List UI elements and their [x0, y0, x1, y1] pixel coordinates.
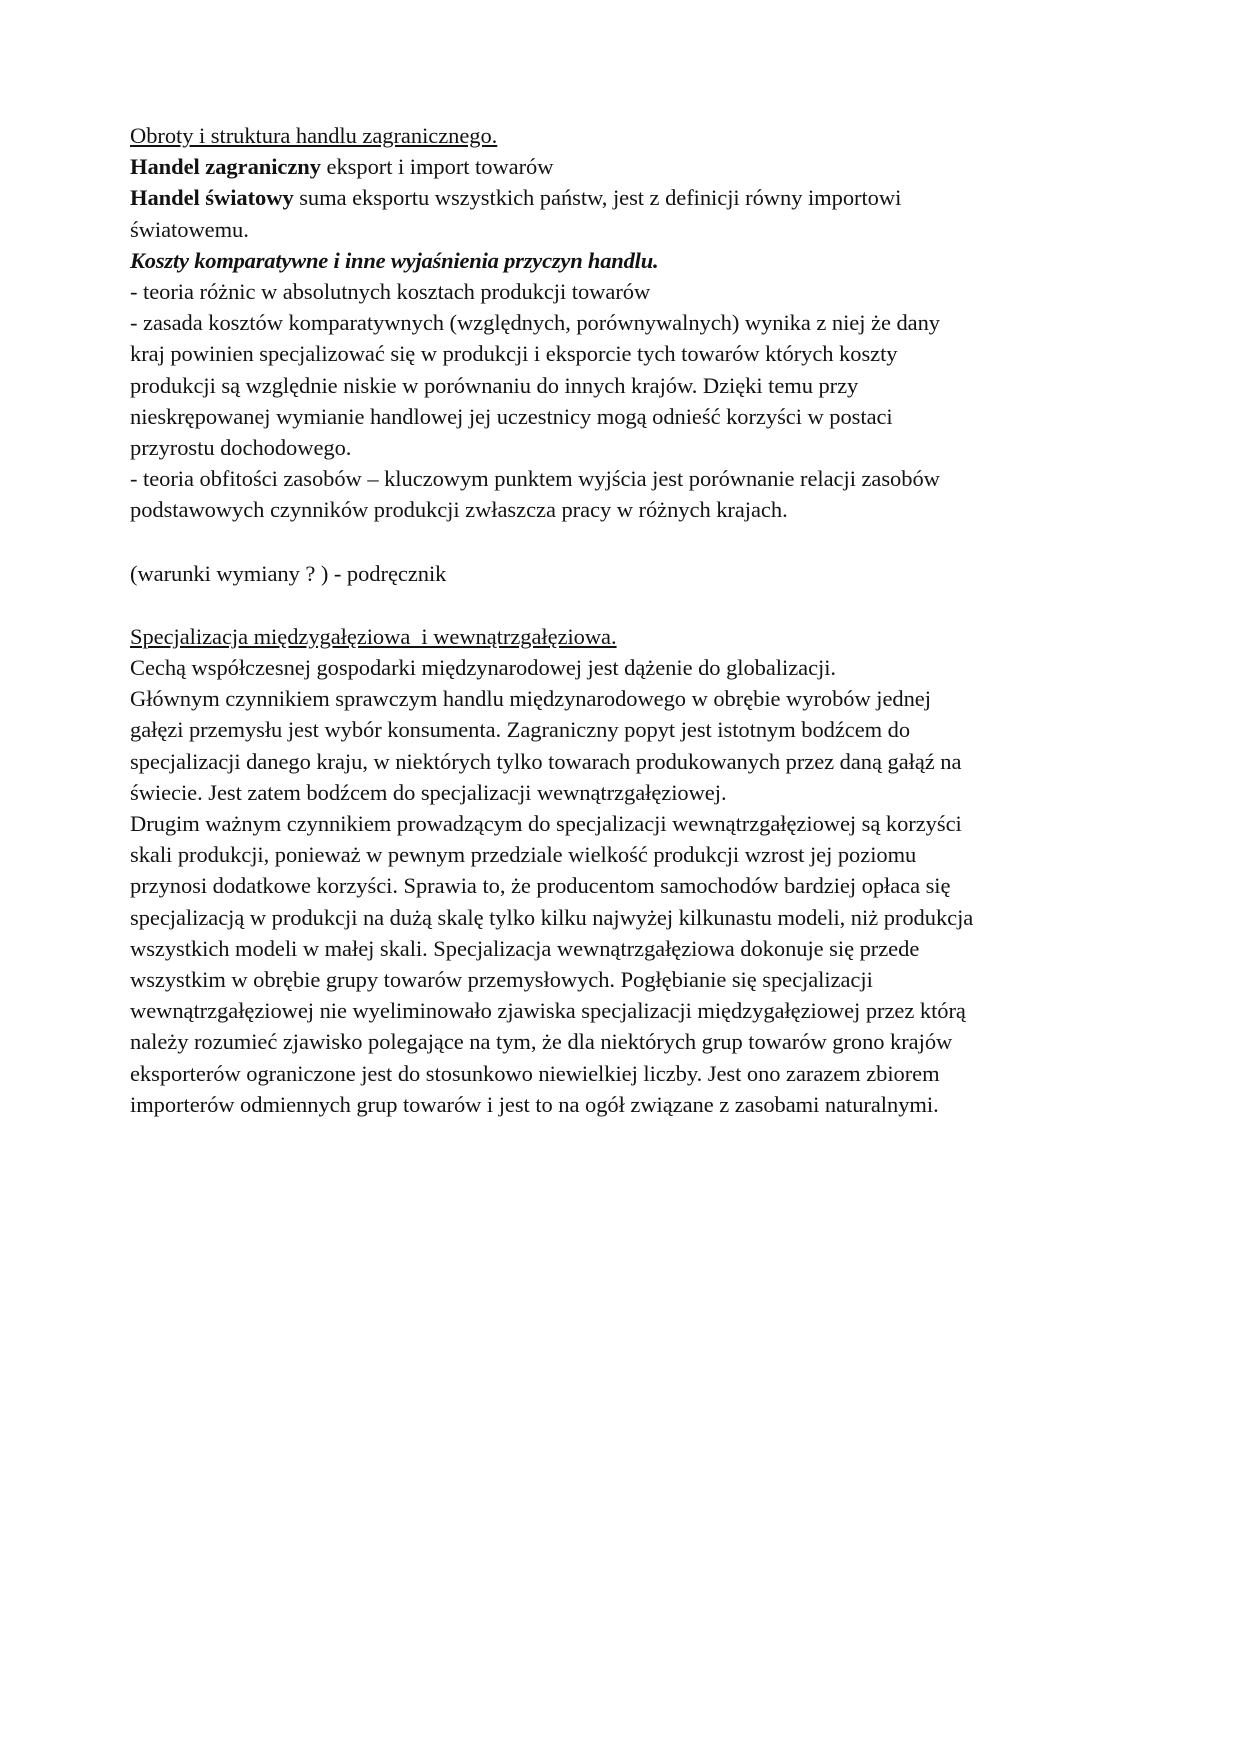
- definition-handel-swiatowy-continued: światowemu.: [130, 216, 249, 242]
- paragraph-line: skali produkcji, ponieważ w pewnym przedziale wielkość produkcji wzrost jej poziomu: [130, 842, 917, 868]
- term-handel-swiatowy-description: suma eksportu wszystkich państw, jest z definicji równy importowi: [293, 185, 902, 211]
- term-handel-swiatowy: Handel światowy: [130, 185, 294, 211]
- section2-heading: Specjalizacja międzygałęziowa i wewnątrzgałęziowa.: [130, 623, 617, 649]
- bullet-item-line: przyrostu dochodowego.: [130, 435, 352, 461]
- paragraph-line: wszystkich modeli w małej skali. Specjalizacja wewnątrzgałęziowa dokonuje się przede: [130, 935, 920, 961]
- paragraph-line: należy rozumieć zjawisko polegające na tym, że dla niektórych grup towarów grono krajów: [130, 1029, 953, 1055]
- paragraph-line: Cechą współczesnej gospodarki międzynarodowej jest dążenie do globalizacji.: [130, 655, 837, 681]
- paragraph-line: specjalizacji danego kraju, w niektórych tylko towarach produkowanych przez daną gałąź na: [130, 748, 962, 774]
- paragraph-line: gałęzi przemysłu jest wybór konsumenta. Zagraniczny popyt jest istotnym bodźcem do: [130, 717, 911, 743]
- paragraph-line: wszystkim w obrębie grupy towarów przemysłowych. Pogłębianie się specjalizacji: [130, 967, 873, 993]
- paragraph-line: Głównym czynnikiem sprawczym handlu międzynarodowego w obrębie wyrobów jednej: [130, 686, 931, 712]
- paragraph-line: specjalizacją w produkcji na dużą skalę tylko kilku najwyżej kilkunastu modeli, niż produkcja: [130, 904, 974, 930]
- section1-heading: Obroty i struktura handlu zagranicznego.: [130, 123, 498, 148]
- paragraph-line: wewnątrzgałęziowej nie wyeliminowało zjawiska specjalizacji międzygałęziowej przez którą: [130, 998, 966, 1024]
- document-body: [130, 120, 1090, 1120]
- paragraph-line: Drugim ważnym czynnikiem prowadzącym do specjalizacji wewnątrzgałęziowej są korzyści: [130, 811, 962, 837]
- definition-handel-swiatowy: [130, 182, 1090, 213]
- definition-handel-zagraniczny: [130, 151, 1090, 182]
- bullet-item-line: podstawowych czynników produkcji zwłaszcza pracy w różnych krajach.: [130, 497, 788, 523]
- bullet-item: - teoria różnic w absolutnych kosztach produkcji towarów: [130, 279, 651, 305]
- paragraph-spacer: [130, 526, 1090, 558]
- note-warunki-wymiany: (warunki wymiany ? ) - podręcznik: [130, 560, 447, 586]
- bullet-item-line: kraj powinien specjalizować się w produkcji i eksporcie tych towarów których koszty: [130, 341, 898, 367]
- paragraph-line: importerów odmiennych grup towarów i jest to na ogół związane z zasobami naturalnymi.: [130, 1091, 939, 1117]
- term-handel-zagraniczny-description: eksport i import towarów: [320, 154, 554, 180]
- paragraph-line: przynosi dodatkowe korzyści. Sprawia to, że producentom samochodów bardziej opłaca się: [130, 873, 951, 899]
- paragraph-line: świecie. Jest zatem bodźcem do specjalizacji wewnątrzgałęziowej.: [130, 779, 727, 805]
- paragraph-line: eksporterów ograniczone jest do stosunkowo niewielkiej liczby. Jest ono zarazem zbiorem: [130, 1060, 940, 1086]
- bullet-item-line: nieskrępowanej wymianie handlowej jej uczestnicy mogą odnieść korzyści w postaci: [130, 403, 893, 429]
- bullet-item-line: produkcji są względnie niskie w porównaniu do innych krajów. Dzięki temu przy: [130, 372, 859, 398]
- bullet-item: - zasada kosztów komparatywnych (względnych, porównywalnych) wynika z niej że dany: [130, 310, 940, 336]
- term-handel-zagraniczny: Handel zagraniczny: [130, 154, 321, 180]
- section1-subheading: Koszty komparatywne i inne wyjaśnienia przyczyn handlu.: [130, 247, 659, 273]
- paragraph-spacer: [130, 589, 1090, 621]
- bullet-item: - teoria obfitości zasobów – kluczowym punktem wyjścia jest porównanie relacji zasobów: [130, 466, 940, 492]
